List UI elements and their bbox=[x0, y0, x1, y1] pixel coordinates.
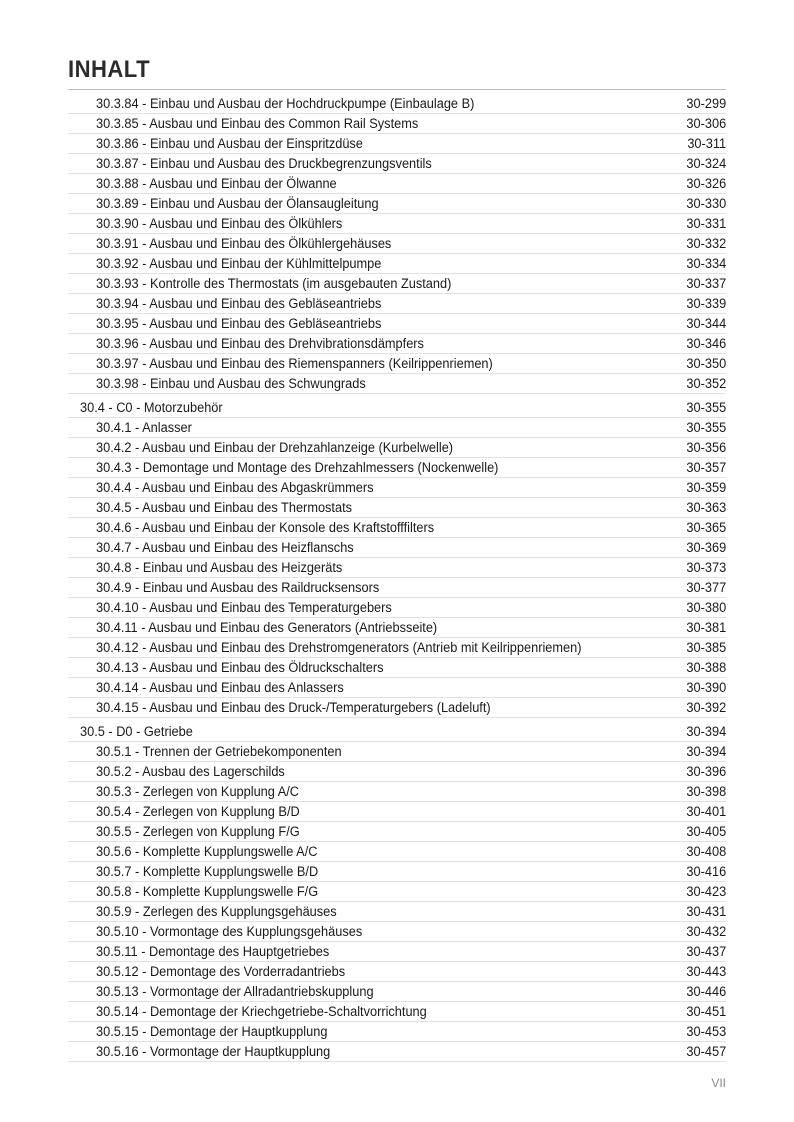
page-number: VII bbox=[711, 1076, 726, 1090]
toc-entry-title: 30.4.11 - Ausbau und Einbau des Generators (Antriebsseite) bbox=[96, 620, 438, 636]
toc-entry[interactable] bbox=[68, 174, 726, 194]
toc-entry-page: 30-385 bbox=[686, 640, 726, 656]
toc-entry-title: 30.3.88 - Ausbau und Einbau der Ölwanne bbox=[96, 176, 337, 192]
toc-entry[interactable] bbox=[68, 822, 726, 842]
toc-entry-page: 30-306 bbox=[686, 116, 726, 132]
toc-entry-page: 30-408 bbox=[686, 844, 726, 860]
toc-entry[interactable] bbox=[68, 762, 726, 782]
toc-entry-title: 30.3.94 - Ausbau und Einbau des Gebläseantriebs bbox=[96, 296, 382, 312]
toc-entry-title: 30.5.4 - Zerlegen von Kupplung B/D bbox=[96, 804, 300, 820]
toc-entry-title: 30.5.14 - Demontage der Kriechgetriebe-Schaltvorrichtung bbox=[96, 1004, 427, 1020]
toc-entry[interactable] bbox=[68, 114, 726, 134]
toc-entry-title: 30.3.93 - Kontrolle des Thermostats (im ausgebauten Zustand) bbox=[96, 276, 452, 292]
toc-entry-page: 30-331 bbox=[686, 216, 726, 232]
toc-entry-page: 30-446 bbox=[686, 984, 726, 1000]
toc-entry[interactable] bbox=[68, 962, 726, 982]
toc-entry-title: 30.4.13 - Ausbau und Einbau des Öldruckschalters bbox=[96, 660, 384, 676]
toc-entry-title: 30.3.86 - Einbau und Ausbau der Einspritzdüse bbox=[96, 136, 363, 152]
toc-entry-page: 30-344 bbox=[686, 316, 726, 332]
toc-entry-title: 30.5 - D0 - Getriebe bbox=[80, 724, 193, 740]
toc-entry-title: 30.5.10 - Vormontage des Kupplungsgehäuses bbox=[96, 924, 363, 940]
toc-entry-title: 30.4 - C0 - Motorzubehör bbox=[80, 400, 223, 416]
toc-entry-page: 30-311 bbox=[687, 136, 726, 152]
toc-entry[interactable] bbox=[68, 782, 726, 802]
toc-entry-page: 30-396 bbox=[686, 764, 726, 780]
toc-entry[interactable] bbox=[68, 294, 726, 314]
toc-entry-title: 30.5.15 - Demontage der Hauptkupplung bbox=[96, 1024, 328, 1040]
toc-entry-title: 30.4.6 - Ausbau und Einbau der Konsole des Kraftstofffilters bbox=[96, 520, 435, 536]
toc-entry-title: 30.4.10 - Ausbau und Einbau des Temperaturgebers bbox=[96, 600, 392, 616]
toc-entry[interactable] bbox=[68, 942, 726, 962]
toc-entry-page: 30-359 bbox=[686, 480, 726, 496]
toc-entry-page: 30-355 bbox=[686, 400, 726, 416]
toc-entry-page: 30-332 bbox=[686, 236, 726, 252]
toc-entry-title: 30.5.16 - Vormontage der Hauptkupplung bbox=[96, 1044, 331, 1060]
toc-entry-page: 30-390 bbox=[686, 680, 726, 696]
toc-entry-page: 30-432 bbox=[686, 924, 726, 940]
toc-entry[interactable] bbox=[68, 374, 726, 394]
toc-entry-page: 30-324 bbox=[686, 156, 726, 172]
title-divider bbox=[68, 89, 726, 90]
page-title: INHALT bbox=[68, 56, 151, 83]
toc-entry[interactable] bbox=[68, 882, 726, 902]
toc-entry-title: 30.4.2 - Ausbau und Einbau der Drehzahlanzeige (Kurbelwelle) bbox=[96, 440, 454, 456]
toc-entry-page: 30-398 bbox=[686, 784, 726, 800]
toc-entry[interactable] bbox=[68, 802, 726, 822]
toc-entry[interactable] bbox=[68, 1042, 726, 1062]
toc-entry-title: 30.5.7 - Komplette Kupplungswelle B/D bbox=[96, 864, 319, 880]
toc-entry-page: 30-377 bbox=[686, 580, 726, 596]
toc-entry[interactable] bbox=[68, 254, 726, 274]
toc-entry[interactable] bbox=[68, 334, 726, 354]
toc-entry[interactable] bbox=[68, 274, 726, 294]
toc-entry-page: 30-423 bbox=[686, 884, 726, 900]
toc-entry-page: 30-365 bbox=[686, 520, 726, 536]
toc-entry-title: 30.4.7 - Ausbau und Einbau des Heizflanschs bbox=[96, 540, 354, 556]
toc-entry[interactable] bbox=[68, 982, 726, 1002]
toc-entry-page: 30-355 bbox=[686, 420, 726, 436]
toc-entry-title: 30.4.14 - Ausbau und Einbau des Anlassers bbox=[96, 680, 344, 696]
toc-entry-page: 30-380 bbox=[686, 600, 726, 616]
toc-entry-title: 30.4.1 - Anlasser bbox=[96, 420, 192, 436]
toc-entry-title: 30.3.91 - Ausbau und Einbau des Ölkühlergehäuses bbox=[96, 236, 392, 252]
toc-entry[interactable] bbox=[68, 698, 726, 718]
toc-entry[interactable] bbox=[68, 154, 726, 174]
toc-entry-page: 30-299 bbox=[686, 96, 726, 112]
toc-entry-title: 30.3.98 - Einbau und Ausbau des Schwungrads bbox=[96, 376, 366, 392]
toc-entry[interactable] bbox=[68, 598, 726, 618]
toc-entry[interactable] bbox=[68, 922, 726, 942]
toc-entry-title: 30.4.8 - Einbau und Ausbau des Heizgeräts bbox=[96, 560, 343, 576]
toc-entry-page: 30-401 bbox=[686, 804, 726, 820]
toc-entry-title: 30.3.85 - Ausbau und Einbau des Common Rail Systems bbox=[96, 116, 419, 132]
toc-entry-title: 30.5.9 - Zerlegen des Kupplungsgehäuses bbox=[96, 904, 337, 920]
toc-entry-title: 30.5.12 - Demontage des Vorderradantriebs bbox=[96, 964, 346, 980]
toc-entry-title: 30.4.9 - Einbau und Ausbau des Raildrucksensors bbox=[96, 580, 380, 596]
toc-entry-title: 30.4.5 - Ausbau und Einbau des Thermostats bbox=[96, 500, 353, 516]
toc-entry-page: 30-346 bbox=[686, 336, 726, 352]
toc-entry[interactable] bbox=[68, 234, 726, 254]
toc-entry-title: 30.3.96 - Ausbau und Einbau des Drehvibrationsdämpfers bbox=[96, 336, 424, 352]
toc-entry-page: 30-394 bbox=[686, 744, 726, 760]
toc-entry-page: 30-388 bbox=[686, 660, 726, 676]
toc-entry[interactable] bbox=[68, 678, 726, 698]
toc-entry-title: 30.3.89 - Einbau und Ausbau der Ölansaugleitung bbox=[96, 196, 379, 212]
toc-entry-title: 30.5.1 - Trennen der Getriebekomponenten bbox=[96, 744, 342, 760]
toc-entry-title: 30.4.4 - Ausbau und Einbau des Abgaskrümmers bbox=[96, 480, 374, 496]
toc-chapter-entry[interactable] bbox=[68, 398, 726, 418]
toc-entry[interactable] bbox=[68, 518, 726, 538]
toc-entry-page: 30-356 bbox=[686, 440, 726, 456]
toc-entry-page: 30-451 bbox=[686, 1004, 726, 1020]
toc-entry-title: 30.5.11 - Demontage des Hauptgetriebes bbox=[96, 944, 330, 960]
toc-entry-page: 30-350 bbox=[686, 356, 726, 372]
toc-entry[interactable] bbox=[68, 862, 726, 882]
toc-entry-page: 30-326 bbox=[686, 176, 726, 192]
toc-entry[interactable] bbox=[68, 354, 726, 374]
toc-entry[interactable] bbox=[68, 842, 726, 862]
toc-entry-title: 30.5.6 - Komplette Kupplungswelle A/C bbox=[96, 844, 318, 860]
toc-entry-title: 30.3.97 - Ausbau und Einbau des Riemenspanners (Keilrippenriemen) bbox=[96, 356, 493, 372]
toc-entry-page: 30-357 bbox=[686, 460, 726, 476]
toc-entry-page: 30-394 bbox=[686, 724, 726, 740]
toc-entry-page: 30-392 bbox=[686, 700, 726, 716]
toc-entry[interactable] bbox=[68, 438, 726, 458]
toc-entry[interactable] bbox=[68, 478, 726, 498]
toc-entry-page: 30-453 bbox=[686, 1024, 726, 1040]
toc-entry-page: 30-431 bbox=[686, 904, 726, 920]
toc-entry-page: 30-352 bbox=[686, 376, 726, 392]
toc-chapter-entry[interactable] bbox=[68, 722, 726, 742]
toc-entry-title: 30.4.3 - Demontage und Montage des Drehzahlmessers (Nockenwelle) bbox=[96, 460, 499, 476]
toc-entry[interactable] bbox=[68, 558, 726, 578]
toc-entry-page: 30-443 bbox=[686, 964, 726, 980]
toc-entry-title: 30.3.90 - Ausbau und Einbau des Ölkühlers bbox=[96, 216, 343, 232]
toc-entry[interactable] bbox=[68, 638, 726, 658]
toc-entry[interactable] bbox=[68, 94, 726, 114]
toc-entry[interactable] bbox=[68, 498, 726, 518]
toc-entry[interactable] bbox=[68, 418, 726, 438]
toc-entry[interactable] bbox=[68, 618, 726, 638]
toc-entry-page: 30-363 bbox=[686, 500, 726, 516]
toc-entry[interactable] bbox=[68, 1002, 726, 1022]
toc-entry[interactable] bbox=[68, 658, 726, 678]
toc-entry[interactable] bbox=[68, 902, 726, 922]
toc-entry-page: 30-373 bbox=[686, 560, 726, 576]
toc-entry-page: 30-337 bbox=[686, 276, 726, 292]
toc-entry-title: 30.3.84 - Einbau und Ausbau der Hochdruckpumpe (Einbaulage B) bbox=[96, 96, 475, 112]
table-of-contents bbox=[68, 94, 726, 1062]
toc-entry-page: 30-339 bbox=[686, 296, 726, 312]
toc-entry[interactable] bbox=[68, 214, 726, 234]
toc-entry-page: 30-405 bbox=[686, 824, 726, 840]
toc-entry-title: 30.5.13 - Vormontage der Allradantriebskupplung bbox=[96, 984, 374, 1000]
toc-entry-page: 30-437 bbox=[686, 944, 726, 960]
toc-entry-title: 30.3.92 - Ausbau und Einbau der Kühlmittelpumpe bbox=[96, 256, 382, 272]
toc-entry-page: 30-330 bbox=[686, 196, 726, 212]
toc-entry-title: 30.5.8 - Komplette Kupplungswelle F/G bbox=[96, 884, 319, 900]
toc-entry[interactable] bbox=[68, 538, 726, 558]
toc-entry-page: 30-381 bbox=[686, 620, 726, 636]
toc-entry-page: 30-334 bbox=[686, 256, 726, 272]
toc-entry[interactable] bbox=[68, 578, 726, 598]
toc-entry-title: 30.3.87 - Einbau und Ausbau des Druckbegrenzungsventils bbox=[96, 156, 432, 172]
toc-entry[interactable] bbox=[68, 742, 726, 762]
toc-entry-title: 30.5.5 - Zerlegen von Kupplung F/G bbox=[96, 824, 300, 840]
toc-entry[interactable] bbox=[68, 134, 726, 154]
toc-entry-title: 30.4.15 - Ausbau und Einbau des Druck-/Temperaturgebers (Ladeluft) bbox=[96, 700, 491, 716]
toc-entry-page: 30-457 bbox=[686, 1044, 726, 1060]
toc-entry-title: 30.5.3 - Zerlegen von Kupplung A/C bbox=[96, 784, 300, 800]
toc-entry-page: 30-416 bbox=[686, 864, 726, 880]
toc-entry[interactable] bbox=[68, 314, 726, 334]
toc-entry-title: 30.5.2 - Ausbau des Lagerschilds bbox=[96, 764, 285, 780]
toc-entry-title: 30.4.12 - Ausbau und Einbau des Drehstromgenerators (Antrieb mit Keilrippenriemen) bbox=[96, 640, 582, 656]
toc-entry[interactable] bbox=[68, 194, 726, 214]
toc-entry-title: 30.3.95 - Ausbau und Einbau des Gebläseantriebs bbox=[96, 316, 382, 332]
toc-entry-page: 30-369 bbox=[686, 540, 726, 556]
toc-entry[interactable] bbox=[68, 458, 726, 478]
toc-entry[interactable] bbox=[68, 1022, 726, 1042]
